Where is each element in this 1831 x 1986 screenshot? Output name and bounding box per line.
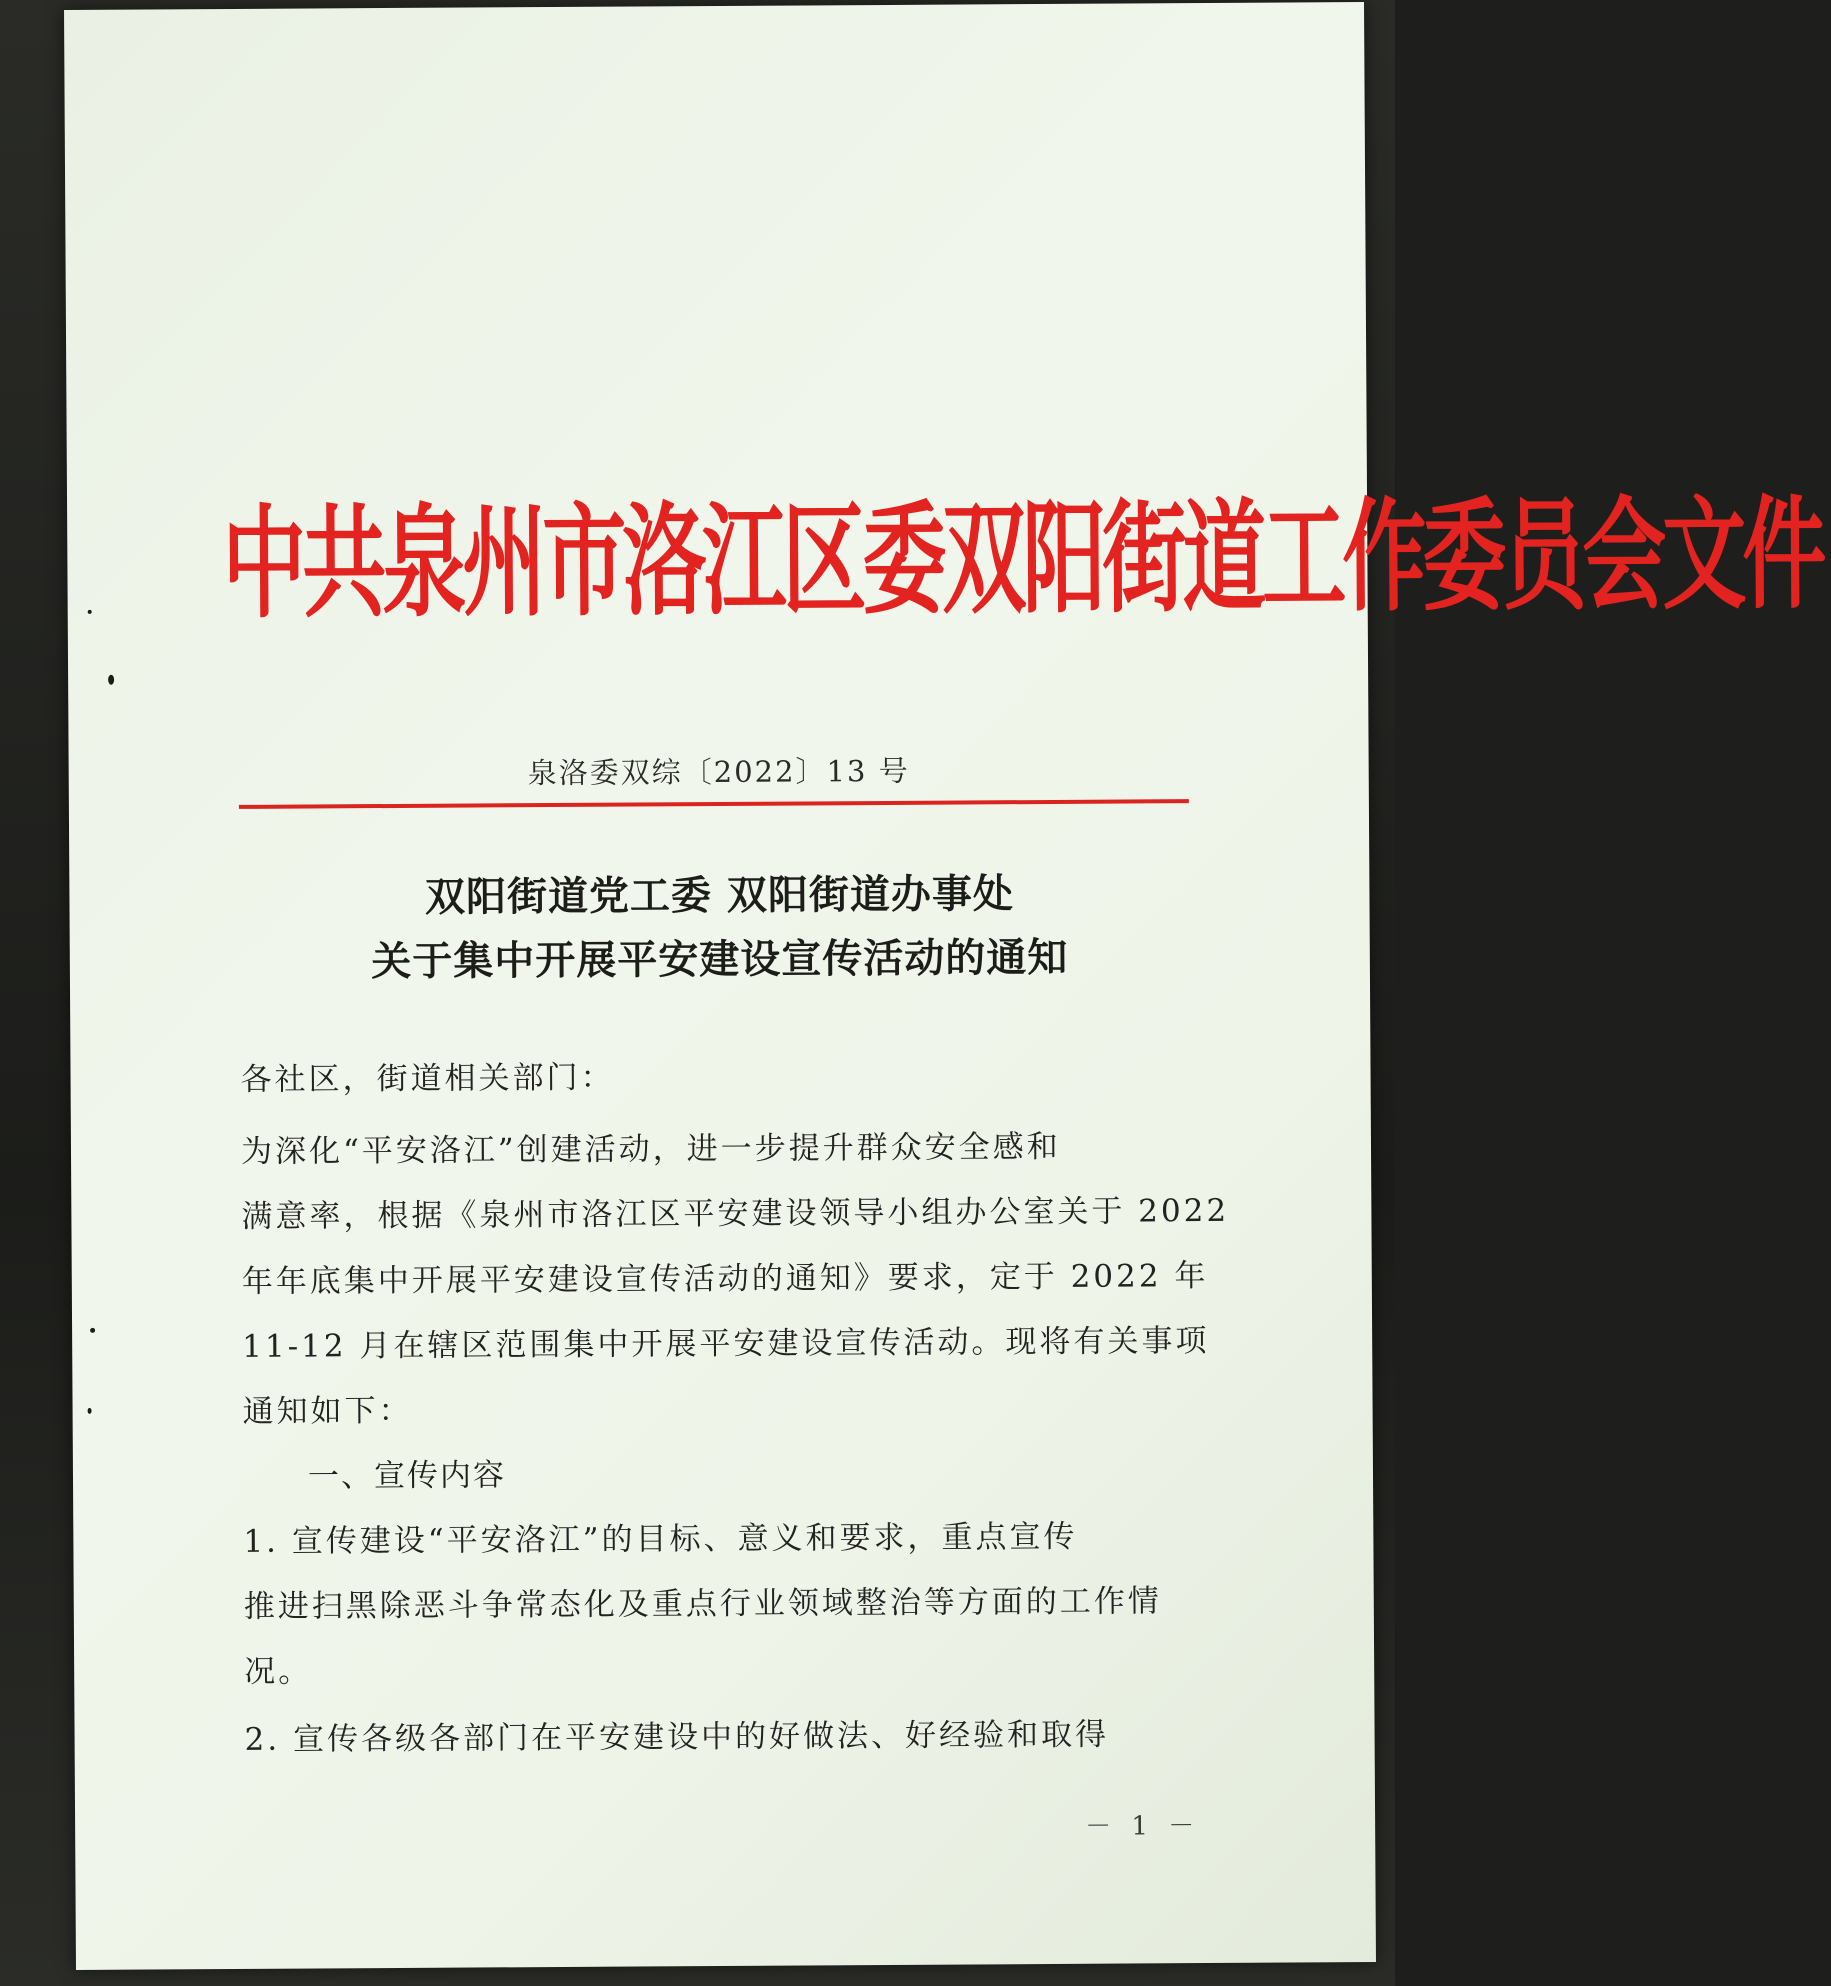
body-text-line: 推进扫黑除恶斗争常态化及重点行业领域整治等方面的工作情 [243,1583,1162,1625]
red-separator-line [239,799,1189,809]
document-number: 泉洛委双综〔2022〕13 号 [527,753,910,791]
body-text-line: 2. 宣传各级各部门在平安建设中的好做法、好经验和取得 [244,1716,1110,1758]
scan-speck [88,610,92,614]
red-header-title: 中共泉州市洛江区委双阳街道工作委员会文件 [221,483,1823,636]
body-text-line: 年年底集中开展平安建设宣传活动的通知》要求，定于 2022 年 [241,1258,1209,1300]
page-number: － 1 － [1085,1811,1201,1842]
body-text-line: 满意率，根据《泉州市洛江区平安建设领导小组办公室关于 2022 [241,1192,1230,1235]
body-text-line: 为深化“平安洛江”创建活动，进一步提升群众安全感和 [240,1128,1061,1170]
body-text-line: 11-12 月在辖区范围集中开展平安建设宣传活动。现将有关事项 [242,1323,1210,1365]
notice-title-line-1: 双阳街道党工委 双阳街道办事处 [424,870,1015,921]
scan-speck [90,1328,95,1333]
salutation: 各社区，街道相关部门： [240,1059,615,1098]
document-page [64,2,1823,1970]
body-text-line: 1. 宣传建设“平安洛江”的目标、意义和要求，重点宣传 [243,1518,1078,1560]
notice-title-line-2: 关于集中开展平安建设宣传活动的通知 [371,933,1069,986]
scan-speck [108,675,114,685]
scan-speck [88,1408,92,1414]
section-heading: 一、宣传内容 [307,1457,507,1495]
body-text-line: 况。 [244,1653,313,1690]
body-text-line: 通知如下： [242,1392,413,1430]
